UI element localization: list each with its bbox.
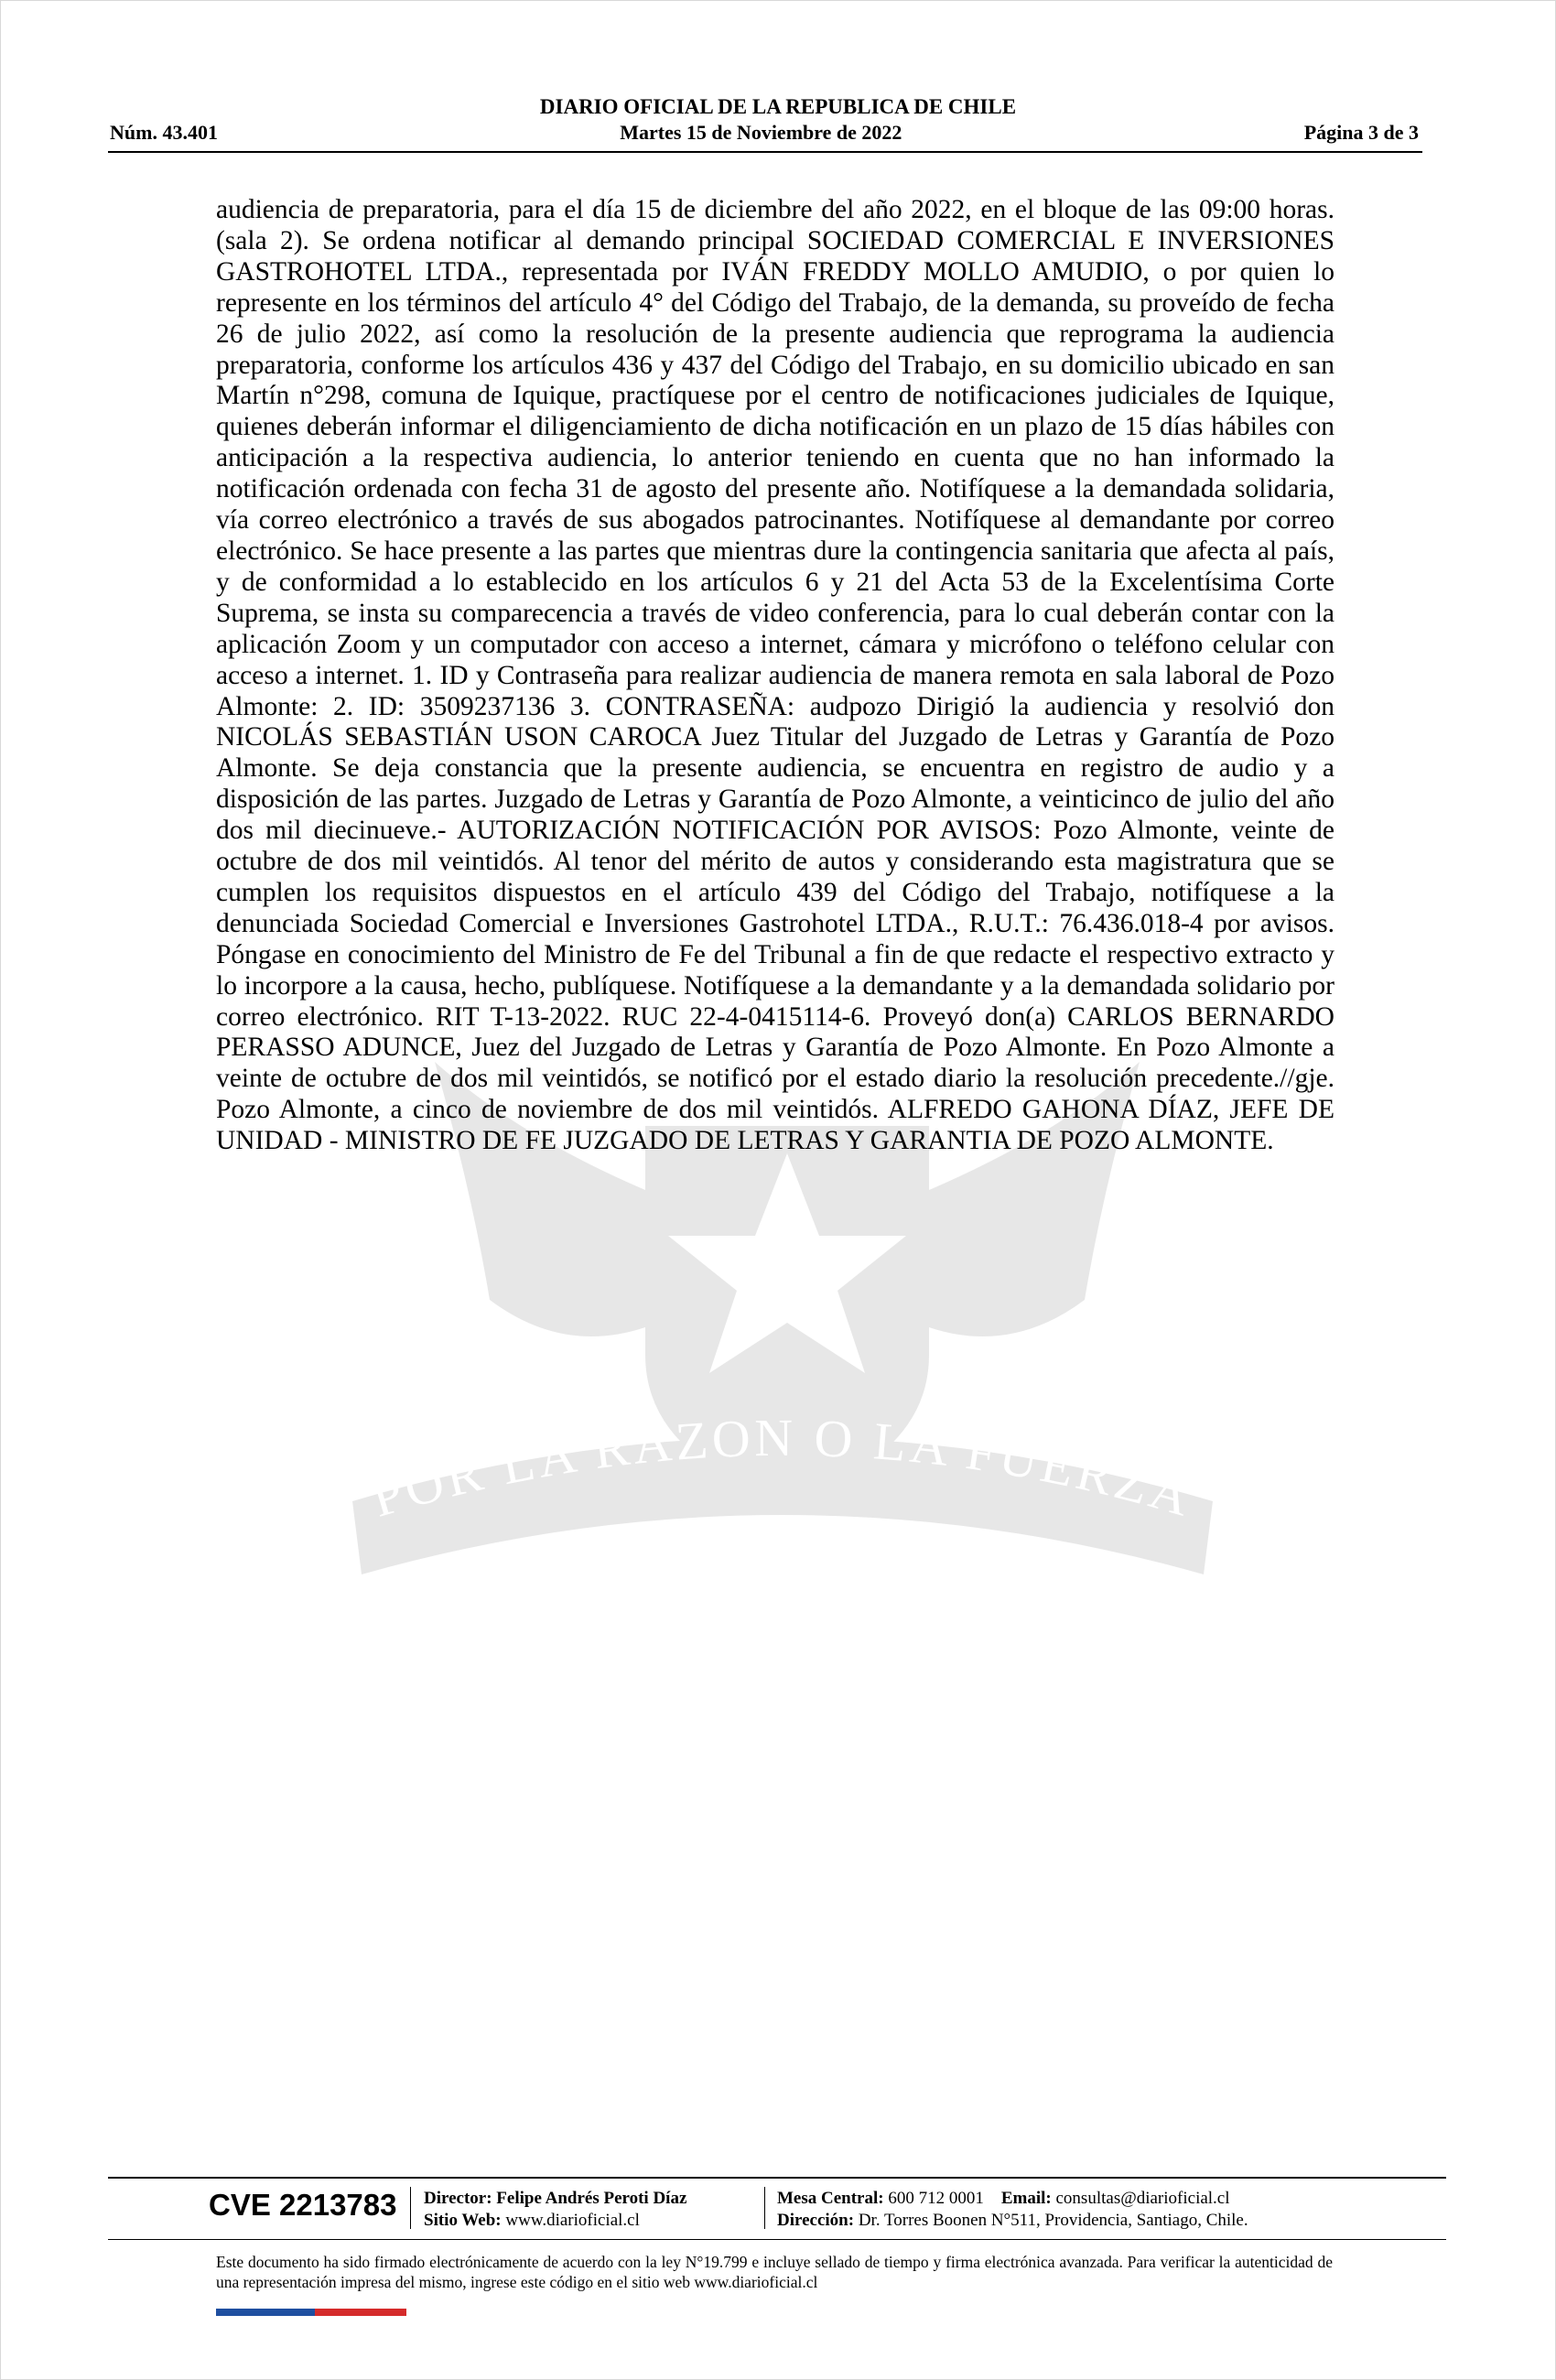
phone-number: 600 712 0001 (888, 2189, 984, 2208)
address-value: Dr. Torres Boonen N°511, Providencia, Santiago, Chile. (858, 2211, 1248, 2230)
address-line: Dirección: Dr. Torres Boonen N°511, Providencia, Santiago, Chile. (777, 2211, 1248, 2230)
cve-code: CVE 2213783 (209, 2188, 397, 2222)
electronic-signature-notice: Este documento ha sido firmado electrónicamente de acuerdo con la ley N°19.799 e incluye sellado de tiempo y firma electrónica avanzada. Para verificar la autenticidad de una representación impresa del mismo, ingrese este código en el sitio web www.diarioficial.cl (216, 2253, 1333, 2291)
issue-number: Núm. 43.401 (110, 121, 218, 144)
footer-director-block (424, 2188, 686, 2232)
notice-body-text: audiencia de preparatoria, para el día 15 de diciembre del año 2022, en el bloque de las 09:00 horas. (sala 2). Se ordena notificar al demando principal SOCIEDAD COMERCIAL E INVERSIONES GASTROHOTEL LTDA., representada por IVÁN FREDDY MOLLO AMUDIO, o por quien lo represente en los términos del artículo 4° del Código del Trabajo, de la demanda, su proveído de fecha 26 de julio 2022, así como la resolución de la presente audiencia que reprograma la audiencia preparatoria, conforme los artículos 436 y 437 del Código del Trabajo, en su domicilio ubicado en san Martín n°298, comuna de Iquique, practíquese por el centro de notificaciones judiciales de Iquique, quienes deberán informar el diligenciamiento de dicha notificación en un plazo de 15 días hábiles con anticipación a la respectiva audiencia, lo anterior teniendo en cuenta que no han informado la notificación ordenada con fecha 31 de agosto del presente año. Notifíquese a la demandada solidaria, vía correo electrónico a través de sus abogados patrocinantes. Notifíquese al demandante por correo electrónico. Se hace presente a las partes que mientras dure la contingencia sanitaria que afecta al país, y de conformidad a lo establecido en los artículos 6 y 21 del Acta 53 de la Excelentísima Corte Suprema, se insta su comparecencia a través de video conferencia, para lo cual deberán contar con la aplicación Zoom y un computador con acceso a internet, cámara y micrófono o teléfono celular con acceso a internet. 1. ID y Contraseña para realizar audiencia de manera remota en sala laboral de Pozo Almonte: 2. ID: 3509237136 3. CONTRASEÑA: audpozo Dirigió la audiencia y resolvió don NICOLÁS SEBASTIÁN USON CAROCA Juez Titular del Juzgado de Letras y Garantía de Pozo Almonte. Se deja constancia que la presente audiencia, se encuentra en registro de audio y a disposición de las partes. Juzgado de Letras y Garantía de Pozo Almonte, a veinticinco de julio del año dos mil diecinueve.- AUTORIZACIÓN NOTIFICACIÓN POR AVISOS: Pozo Almonte, veinte de octubre de dos mil veintidós. Al tenor del mérito de autos y considerando esta magistratura que se cumplen los requisitos dispuestos en el artículo 439 del Código del Trabajo, notifíquese a la denunciada Sociedad Comercial e Inversiones Gastrohotel LTDA., R.U.T.: 76.436.018-4 por avisos. Póngase en conocimiento del Ministro de Fe del Tribunal a fin de que redacte el respectivo extracto y lo incorpore a la causa, hecho, publíquese. Notifíquese a la demandante y a la demandada solidario por correo electrónico. RIT T-13-2022. RUC 22-4-0415114-6. Proveyó don(a) CARLOS BERNARDO PERASSO ADUNCE, Juez del Juzgado de Letras y Garantía de Pozo Almonte. En Pozo Almonte a veinte de octubre de dos mil veintidós, se notificó por el estado diario la resolución precedente.//gje. Pozo Almonte, a cinco de noviembre de dos mil veintidós. ALFREDO GAHONA DÍAZ, JEFE DE UNIDAD - MINISTRO DE FE JUZGADO DE LETRAS Y GARANTIA DE POZO ALMONTE. (216, 195, 1334, 1156)
motto-text: POR LA RAZON O LA FUERZA (364, 1407, 1201, 1529)
issue-date: Martes 15 de Noviembre de 2022 (620, 121, 902, 144)
contact-line: Mesa Central: 600 712 0001 Email: consultas@diarioficial.cl (777, 2189, 1230, 2208)
director-name: Felipe Andrés Peroti Díaz (496, 2189, 687, 2208)
header-divider (108, 151, 1422, 153)
email-link[interactable]: consultas@diarioficial.cl (1055, 2189, 1230, 2208)
footer-top-divider (108, 2177, 1446, 2179)
flag-red-segment (315, 2309, 406, 2316)
website-line: Sitio Web: www.diarioficial.cl (424, 2211, 640, 2230)
page-indicator: Página 3 de 3 (1303, 121, 1419, 144)
footer-separator (764, 2187, 765, 2229)
director-line: Director: Felipe Andrés Peroti Díaz (424, 2189, 687, 2208)
flag-blue-segment (216, 2309, 315, 2316)
footer-contact-block (777, 2188, 1248, 2232)
publication-title: DIARIO OFICIAL DE LA REPUBLICA DE CHILE (539, 95, 1017, 118)
chile-flag-bar (216, 2309, 406, 2316)
footer-bottom-divider (108, 2239, 1446, 2240)
header-row (110, 121, 1419, 145)
website-link[interactable]: www.diarioficial.cl (505, 2211, 640, 2230)
footer-separator (410, 2187, 411, 2229)
